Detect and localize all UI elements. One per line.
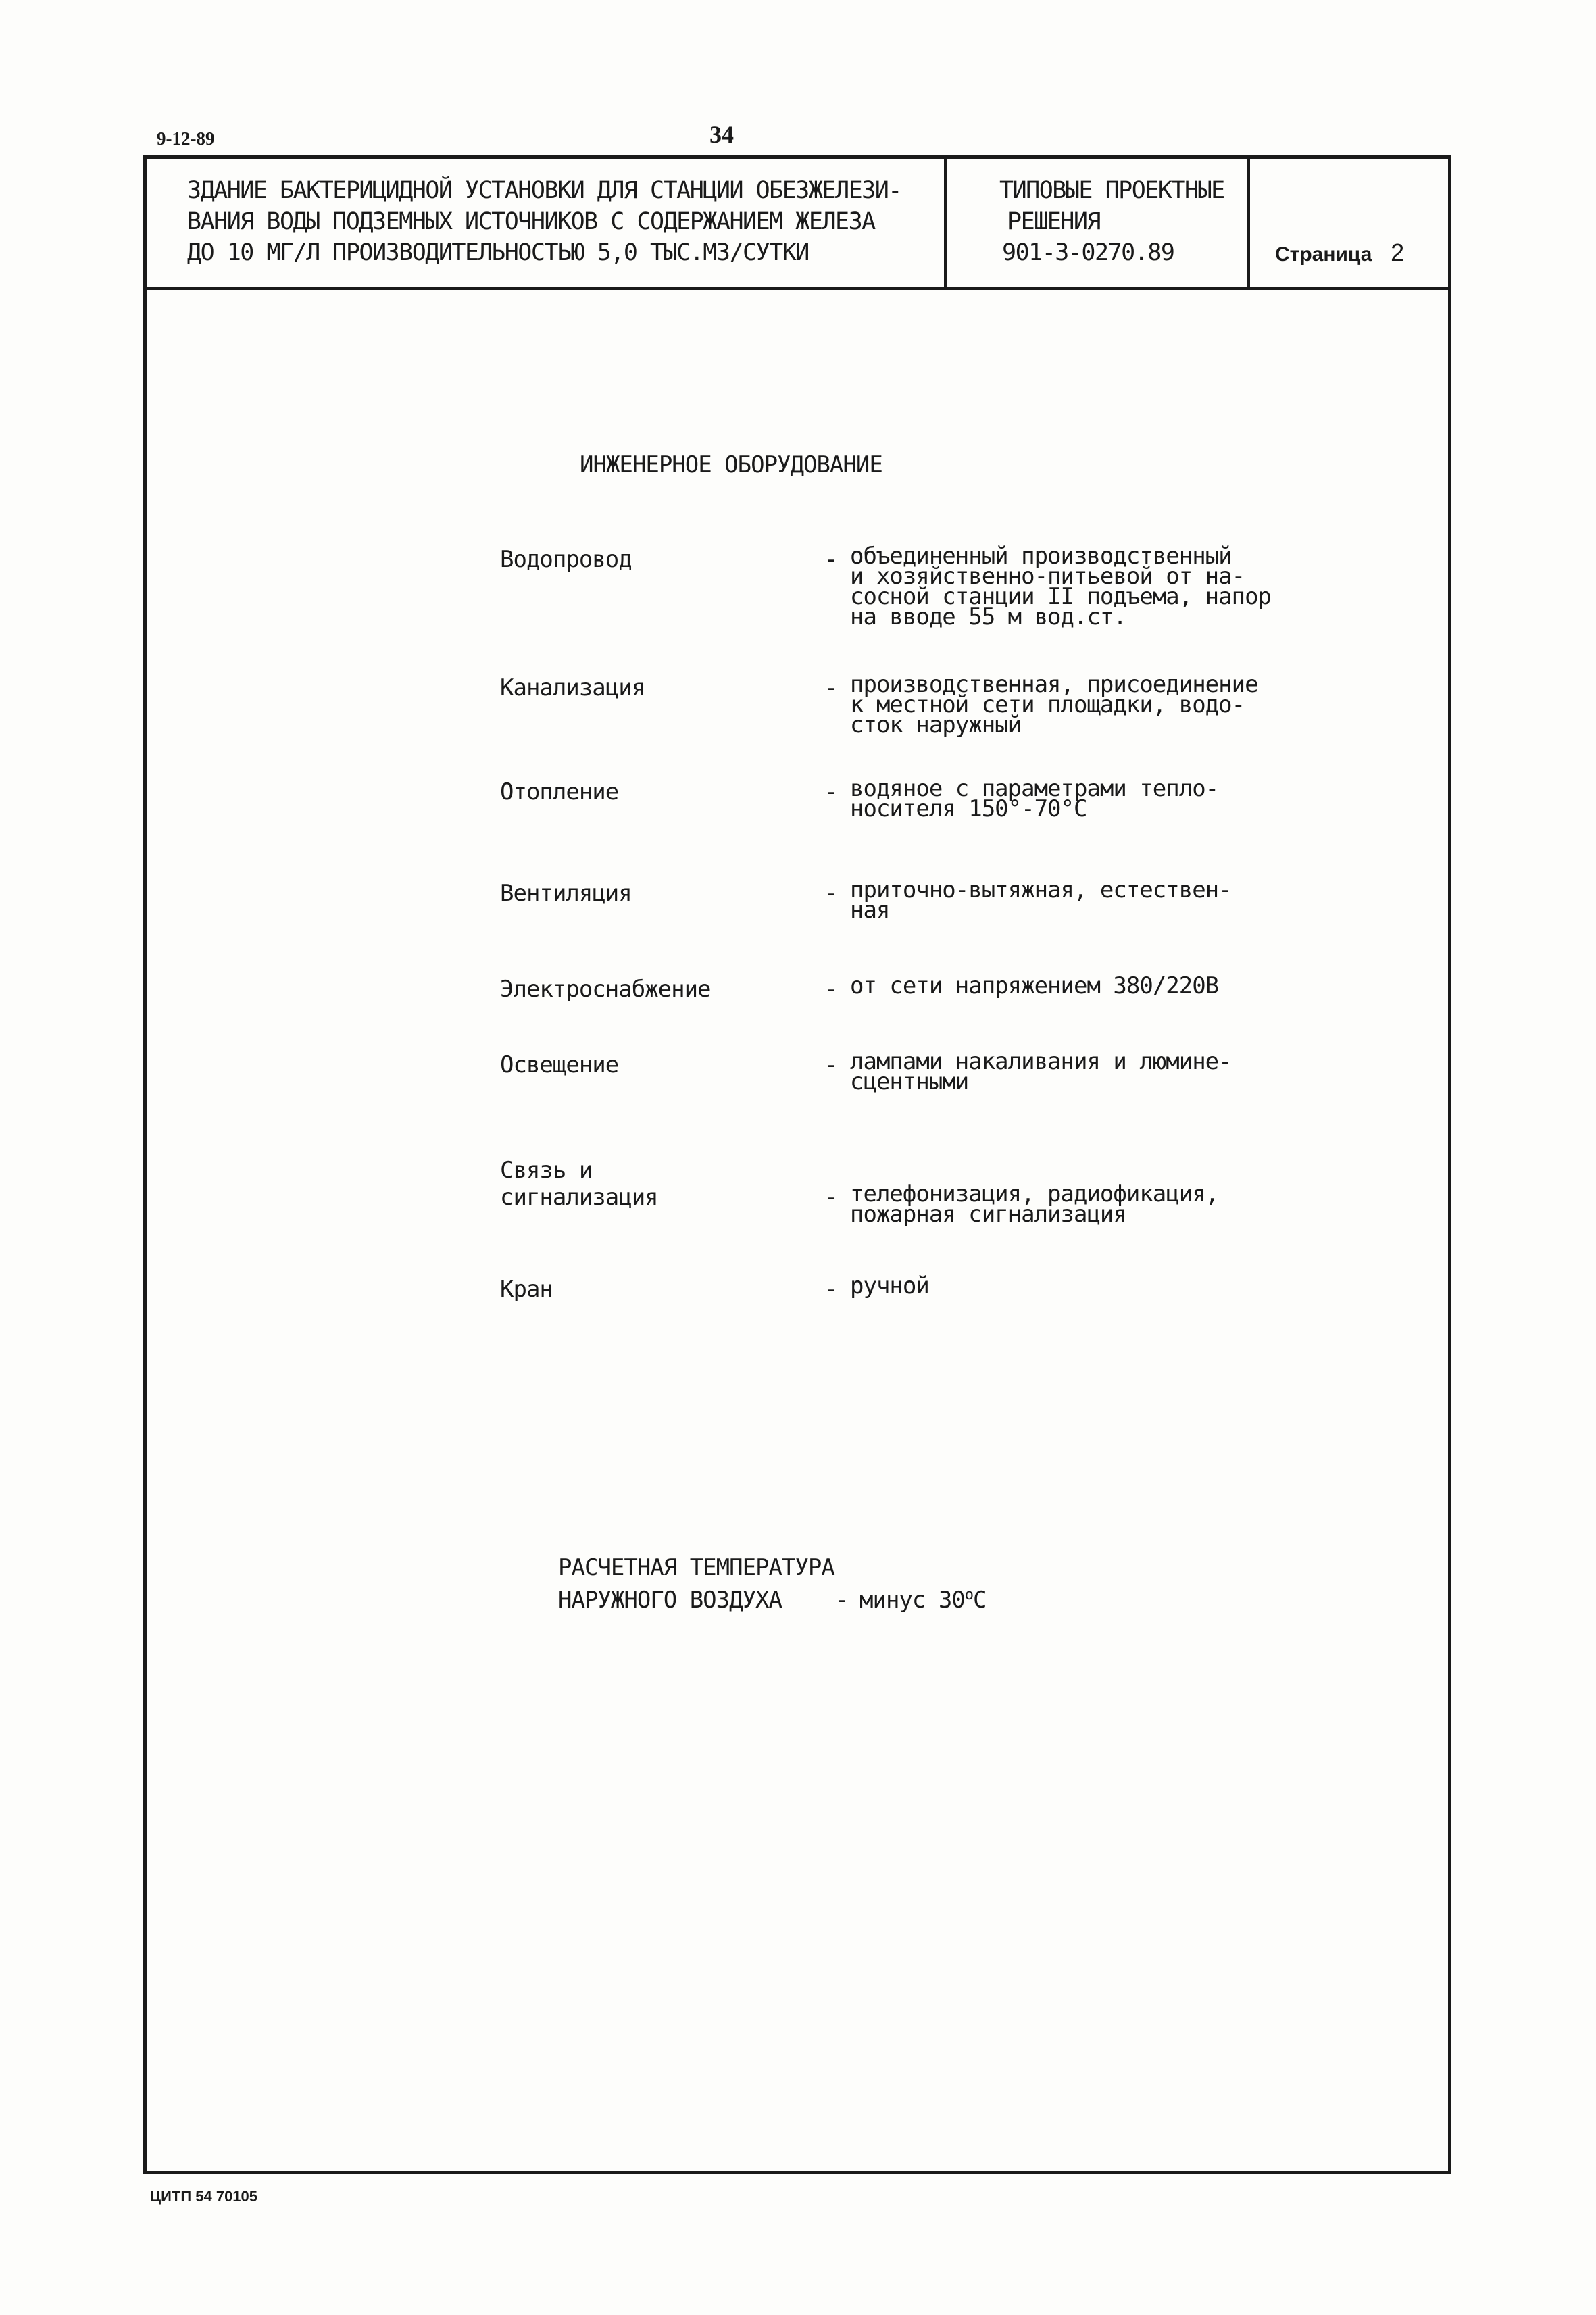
series-name — [999, 175, 1224, 268]
description-line: носителя 150°-70°С — [850, 795, 1087, 822]
description-line: ная — [850, 897, 890, 924]
item-label: сигнализация — [500, 1184, 658, 1211]
description-line: пожарная сигнализация — [850, 1201, 1126, 1228]
item-label: Вентиляция — [500, 880, 632, 907]
description-line: телефонизация, радиофикация, — [850, 1180, 1219, 1208]
section-title: ИНЖЕНЕРНОЕ ОБОРУДОВАНИЕ — [580, 451, 882, 478]
design-temp-line1: РАСЧЕТНАЯ ТЕМПЕРАТУРА — [558, 1554, 834, 1581]
description-line: ручной — [850, 1272, 929, 1299]
title-line: ДО 10 МГ/Л ПРОИЗВОДИТЕЛЬНОСТЬЮ 5,0 ТЫС.М3/СУТКИ — [187, 239, 809, 266]
design-temp-line2: НАРУЖНОГО ВОЗДУХА — [558, 1587, 782, 1614]
item-label: Водопровод — [500, 546, 632, 573]
item-label: Электроснабжение — [500, 976, 711, 1003]
item-description — [850, 1272, 929, 1299]
design-temp-dash: - — [835, 1587, 849, 1614]
description-line: водяное с параметрами тепло- — [850, 775, 1219, 802]
series-code: 901-3-0270.89 — [1002, 239, 1174, 266]
description-line: от сети напряжением 380/220В — [850, 972, 1219, 999]
title-line: ЗДАНИЕ БАКТЕРИЦИДНОЙ УСТАНОВКИ ДЛЯ СТАНЦИИ ОБЕЗЖЕЛЕЗИ- — [187, 177, 901, 204]
item-dash: - — [824, 778, 839, 805]
item-label: Кран — [500, 1276, 553, 1303]
footer-stamp: ЦИТП 54 70105 — [150, 2188, 258, 2205]
description-line: сток наружный — [850, 712, 1022, 739]
item-description — [850, 1048, 1232, 1095]
item-description — [850, 775, 1219, 822]
title-block-divider — [944, 159, 947, 287]
item-dash: - — [824, 1184, 839, 1211]
item-label: Канализация — [500, 674, 645, 701]
description-line: сосной станции II подъема, напор — [850, 583, 1272, 610]
series-line: РЕШЕНИЯ — [1007, 208, 1101, 235]
title-line: ВАНИЯ ВОДЫ ПОДЗЕМНЫХ ИСТОЧНИКОВ С СОДЕРЖАНИЕМ ЖЕЛЕЗА — [187, 208, 875, 235]
item-label: Связь и — [500, 1157, 593, 1184]
description-line: к местной сети площадки, водо- — [850, 691, 1245, 718]
item-description — [850, 972, 1219, 999]
title-block-divider — [1247, 159, 1250, 287]
item-dash: - — [824, 976, 839, 1003]
design-temp-value — [859, 1587, 987, 1614]
item-label: Отопление — [500, 778, 619, 805]
sheet-number: 34 — [709, 121, 734, 148]
page-label: Страница — [1275, 243, 1372, 266]
item-dash: - — [824, 880, 839, 907]
description-line: лампами накаливания и люмине- — [850, 1048, 1232, 1075]
item-description — [850, 1180, 1219, 1228]
page-indicator — [1275, 239, 1404, 267]
item-label: Освещение — [500, 1051, 619, 1078]
temp-degree: о — [964, 1587, 974, 1603]
page-value: 2 — [1391, 239, 1405, 266]
temp-unit: С — [973, 1587, 987, 1614]
description-line: приточно-вытяжная, естествен- — [850, 876, 1232, 903]
description-line: производственная, присоединение — [850, 671, 1258, 698]
description-line: объединенный производственный — [850, 543, 1232, 570]
item-description — [850, 671, 1258, 739]
item-description — [850, 543, 1272, 630]
item-dash: - — [824, 1051, 839, 1078]
header-date: 9-12-89 — [157, 128, 215, 149]
temp-value-number: минус 30 — [859, 1587, 965, 1614]
item-dash: - — [824, 674, 839, 701]
series-line: ТИПОВЫЕ ПРОЕКТНЫЕ — [999, 177, 1224, 204]
item-dash: - — [824, 546, 839, 573]
title-block — [147, 159, 1448, 290]
title-description — [187, 175, 901, 268]
description-line: на вводе 55 м вод.ст. — [850, 603, 1126, 630]
item-description — [850, 876, 1232, 924]
description-line: и хозяйственно-питьевой от на- — [850, 563, 1245, 590]
item-dash: - — [824, 1276, 839, 1303]
description-line: сцентными — [850, 1068, 969, 1095]
